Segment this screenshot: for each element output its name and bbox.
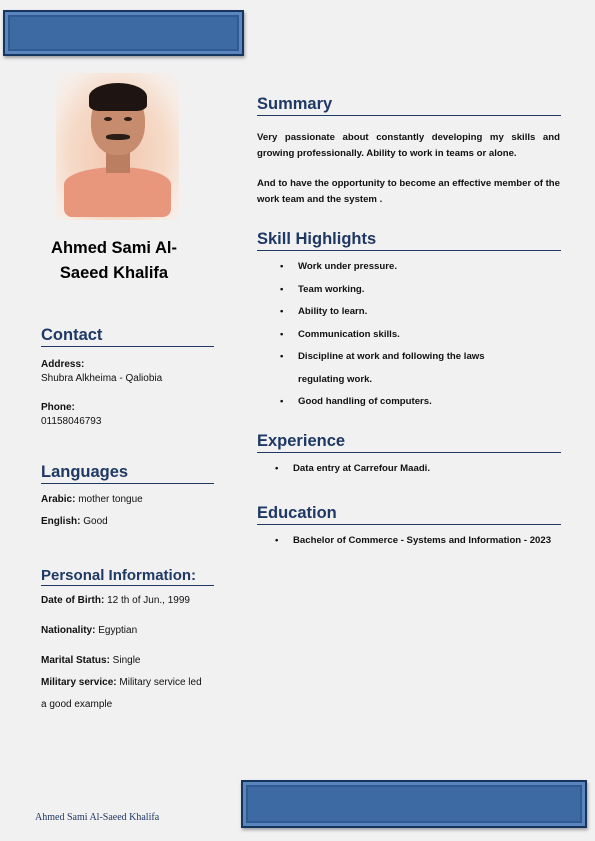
nationality-label: Nationality: xyxy=(41,625,96,636)
photo-mustache xyxy=(106,134,130,140)
footer-name: Ahmed Sami Al-Saeed Khalifa xyxy=(35,812,160,823)
list-item xyxy=(276,256,526,279)
summary-paragraph-1: Very passionate about constantly developing my skills and growing professionally. Ability to work in teams or alone. xyxy=(257,132,560,159)
bullet-icon: • xyxy=(280,306,284,317)
header-banner xyxy=(3,10,244,56)
dob-value: 12 th of Jun., 1999 xyxy=(104,595,190,606)
skill-text: Ability to learn. xyxy=(298,306,368,317)
profile-photo xyxy=(56,73,179,220)
nationality-value: Egyptian xyxy=(95,625,138,636)
list-item xyxy=(276,279,526,302)
language-value: Good xyxy=(80,516,108,527)
marital-row xyxy=(41,650,216,672)
nationality-row xyxy=(41,620,216,642)
list-item xyxy=(271,530,561,553)
military-value: Military service led a good example xyxy=(41,677,202,710)
summary-heading: Summary xyxy=(257,95,561,116)
list-item xyxy=(276,391,526,414)
personal-info-heading: Personal Information: xyxy=(41,567,214,586)
bullet-icon: • xyxy=(280,261,284,272)
bullet-icon: • xyxy=(280,328,284,340)
military-row xyxy=(41,672,209,716)
dob-row xyxy=(41,590,216,612)
bullet-icon: • xyxy=(280,396,284,407)
skills-heading: Skill Highlights xyxy=(257,230,561,251)
skill-text: Discipline at work and following the laws regulating work. xyxy=(298,351,485,385)
dob-label: Date of Birth: xyxy=(41,595,105,606)
address-block xyxy=(41,358,216,386)
language-label: English: xyxy=(41,516,81,527)
skill-text: Good handling of computers. xyxy=(298,396,432,407)
list-item xyxy=(276,324,526,347)
phone-label: Phone: xyxy=(41,402,75,413)
skill-text: Work under pressure. xyxy=(298,261,397,272)
list-item xyxy=(276,346,526,391)
summary-paragraph-2: And to have the opportunity to become an effective member of the work team and the system . xyxy=(257,178,560,205)
photo-eye xyxy=(104,117,112,121)
education-text: Bachelor of Commerce - Systems and Information - 2023 xyxy=(293,535,552,546)
bullet-icon: • xyxy=(275,463,279,474)
language-value: mother tongue xyxy=(75,494,143,505)
contact-heading: Contact xyxy=(41,326,214,347)
list-item xyxy=(271,458,551,481)
phone-value: 01158046793 xyxy=(41,416,102,427)
bullet-icon: • xyxy=(280,283,284,295)
address-label: Address: xyxy=(41,359,85,370)
languages-list xyxy=(41,489,216,533)
list-item xyxy=(276,301,526,324)
language-item xyxy=(41,489,216,511)
address-value: Shubra Alkheima - Qaliobia xyxy=(41,373,163,384)
military-label: Military service: xyxy=(41,677,117,688)
education-list xyxy=(271,530,561,553)
education-heading: Education xyxy=(257,504,561,525)
phone-block xyxy=(41,401,216,429)
languages-heading: Languages xyxy=(41,463,214,484)
skill-text: Communication skills. xyxy=(298,328,400,340)
photo-hair xyxy=(89,83,147,111)
marital-value: Single xyxy=(109,655,141,666)
skill-text: Team working. xyxy=(298,283,365,295)
marital-label: Marital Status: xyxy=(41,655,110,666)
bullet-icon: • xyxy=(280,351,284,362)
photo-shirt xyxy=(64,167,171,217)
name-line-2: Saeed Khalifa xyxy=(59,264,169,282)
skills-list xyxy=(276,256,526,414)
name-line-1: Ahmed Sami Al- xyxy=(51,239,177,257)
photo-eye xyxy=(124,117,132,121)
candidate-name xyxy=(30,236,198,286)
language-item xyxy=(41,511,216,533)
experience-list xyxy=(271,458,551,481)
experience-heading: Experience xyxy=(257,432,561,453)
bullet-icon: • xyxy=(275,535,279,546)
experience-text: Data entry at Carrefour Maadi. xyxy=(293,463,431,474)
footer-banner xyxy=(241,780,587,828)
language-label: Arabic: xyxy=(41,494,76,505)
